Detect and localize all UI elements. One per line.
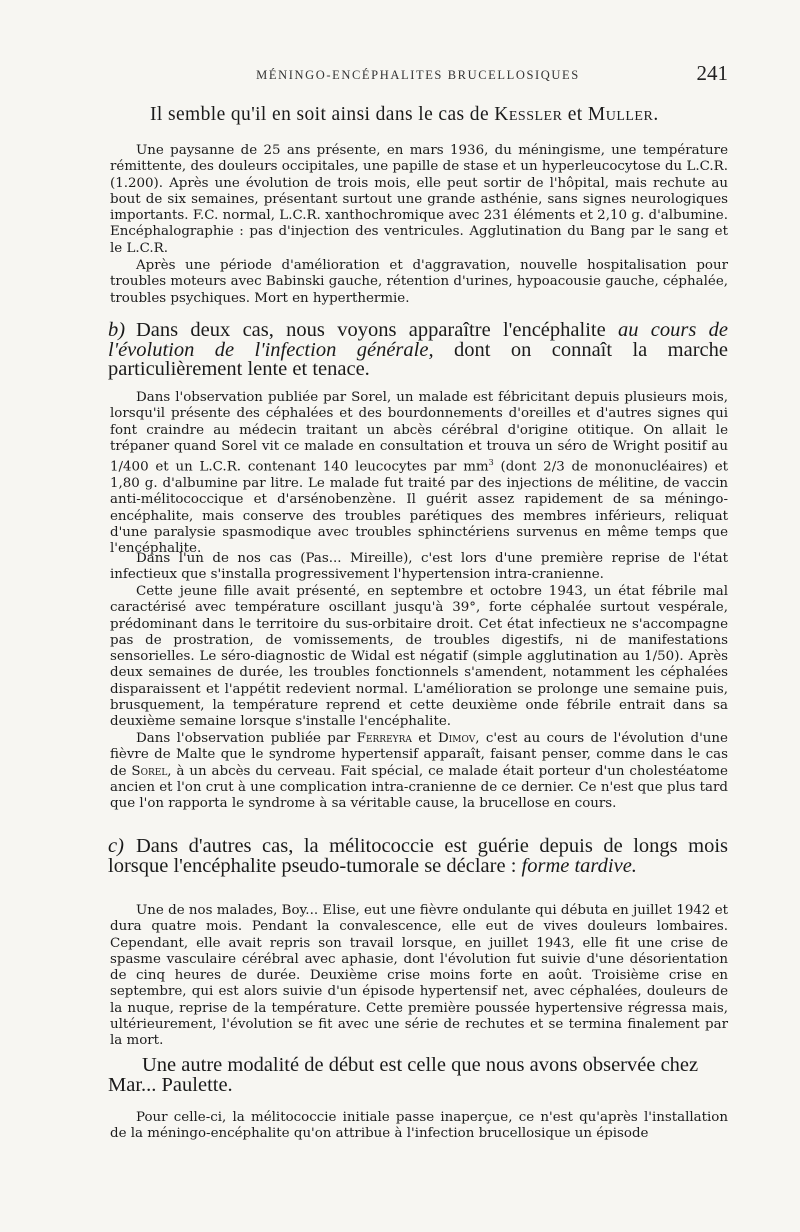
ferreyra-observation	[110, 731, 728, 812]
case-mireille-intro: Dans l'un de nos cas (Pas... Mireille), c'est lors d'une première reprise de l'état infectieux que s'installa progressivement l'hypertension intra-cranienne.	[110, 551, 728, 583]
section-b-pre: Dans deux cas, nous voyons apparaître l'encéphalite	[136, 319, 618, 341]
section-d-heading: Une autre modalité de début est celle que nous avons observée chez Mar... Paulette.	[108, 1054, 699, 1096]
author-kessler: Kessler	[494, 104, 563, 125]
ferreyra-text-c: , c'est au cours de l'évolution d'une fièvre de Malte que le syndrome hypertensif apparaît, faisant penser, comme dans le cas de	[110, 731, 728, 779]
author-ferreyra: Ferreyra	[356, 731, 412, 746]
case-paragraph-2: Après une période d'amélioration et d'aggravation, nouvelle hospitalisation pour troubles moteurs avec Babinski gauche, rétention d'urines, hypoacousie gauche, céphalée, troubles psychiques. Mort en hyperthermie.	[110, 258, 728, 306]
intro-end: .	[653, 104, 659, 125]
section-b-label: b)	[108, 319, 126, 341]
section-b-heading	[108, 321, 728, 380]
section-c-heading	[108, 837, 728, 876]
case-paragraph-1: Une paysanne de 25 ans présente, en mars 1936, du méningisme, une température rémittente, des douleurs occipitales, une papille de stase et un hyperleucocytose du L.C.R. (1.200). Après une évolution de trois mois, elle peut sortir de l'hôpital, mais rechute au bout de six semaines, présentant surtout une grande asthénie, sans signes neurologiques importants. F.C. normal, L.C.R. xanthochromique avec 231 éléments et 2,10 g. d'albumine. Encéphalographie : pas d'injection des ventricules. Agglutination du Bang par le sang et le L.C.R.	[110, 143, 728, 256]
author-sorel: Sorel	[131, 763, 168, 779]
intro-mid: et	[562, 104, 588, 125]
sorel-text-a: Dans l'observation publiée par Sorel, un malade est fébricitant depuis plusieurs mois, lorsqu'il présente des céphalées et des bourdonnements d'oreilles et d'autres signes qui font craindre au médecin traitant un abcès cérébral d'origine otitique. On allait le trépaner quand Sorel vit ce malade en consultation et trouva un séro de Wright positif au 1/400 et un L.C.R. contenant 140 leucocytes par mm	[110, 390, 728, 475]
intro-sentence	[150, 104, 750, 126]
superscript: 3	[488, 458, 494, 468]
author-muller: Muller	[587, 104, 654, 125]
section-b-emphasis: au cours de l'évolution de l'infection générale,	[108, 319, 729, 361]
ferreyra-text-d: , à un abcès du cerveau. Fait spécial, ce malade était porteur d'un cholestéatome ancien et l'on crut à une complication intra-cranienne de ce dernier. Ce n'est que plus tard que l'on rapporta le syndrome à sa véritable cause, la brucellose en cours.	[110, 763, 728, 812]
case-paulette-start: Pour celle-ci, la mélitococcie initiale passe inaperçue, ce n'est qu'après l'installation de la méningo-encéphalite qu'on attribue à l'infection brucellosique un épisode	[110, 1110, 728, 1142]
case-mireille-details: Cette jeune fille avait présenté, en septembre et octobre 1943, un état fébrile mal caractérisé avec température oscillant jusqu'à 39°, forte céphalée surtout vespérale, prédominant dans le territoire du sus-orbitaire droit. Cet état infectieux ne s'accompagne pas de prostration, de vomissements, de troubles digestifs, ni de manifestations sensorielles. Le séro-diagnostic de Widal est négatif (simple agglutination au 1/50). Après deux semaines de durée, les troubles fonctionnels s'amendent, notamment les céphalées disparaissent et l'appétit redevient normal. L'amélioration se prolonge une semaine puis, brusquement, la température reprend et cette deuxième onde fébrile entrait dans sa deuxième semaine lorsque s'installe l'encéphalite.	[110, 584, 728, 730]
sorel-text-b: (dont 2/3 de mononucléaires) et 1,80 g. d'albumine par litre. Le malade fut traité par des injections de mélitine, de vaccin anti-mélitococcique et d'arsénobenzène. Il guérit assez rapidement de sa méningo-encéphalite, mais conserve des troubles parétiques des membres inférieurs, reliquat d'une paralysie spasmodique avec troubles sphinctériens survenus en même temps que l'encéphalite.	[110, 459, 728, 557]
section-c-emphasis: forme tardive.	[521, 854, 637, 877]
page-number: 241	[696, 61, 728, 85]
ferreyra-text-b: et	[411, 731, 438, 746]
section-c-pre: Dans d'autres cas, la mélitococcie est guérie depuis de longs mois lorsque l'encéphalite pseudo-tumorale se déclare :	[108, 835, 728, 877]
page-header	[108, 61, 728, 85]
case-elise: Une de nos malades, Boy... Elise, eut une fièvre ondulante qui débuta en juillet 1942 et dura quatre mois. Pendant la convalescence, elle eut de vives douleurs lombaires. Cependant, elle avait repris son travail lorsque, en juillet 1943, elle fit une crise de spasme vasculaire cérébral avec aphasie, dont l'évolution fut suivie d'une désorientation de cinq heures de durée. Deuxième crise moins forte en août. Troisième crise en septembre, qui est alors suivie d'un épisode hypertensif net, avec céphalées, douleurs de la nuque, reprise de la température. Cette première poussée hypertensive régressa mais, ultérieurement, l'évolution se fit avec une série de rechutes et se termina finalement par la mort.	[110, 903, 728, 1049]
section-b-post: dont on connaît la marche particulièrement lente et tenace.	[108, 338, 728, 380]
ferreyra-text-a: Dans l'observation publiée par	[136, 731, 357, 746]
intro-text: Il semble qu'il en soit ainsi dans le cas de	[150, 104, 495, 125]
section-c-label: c)	[108, 835, 124, 857]
author-dimov: Dimov	[437, 731, 476, 746]
running-title: MÉNINGO-ENCÉPHALITES BRUCELLOSIQUES	[256, 68, 580, 82]
sorel-observation	[110, 390, 728, 557]
